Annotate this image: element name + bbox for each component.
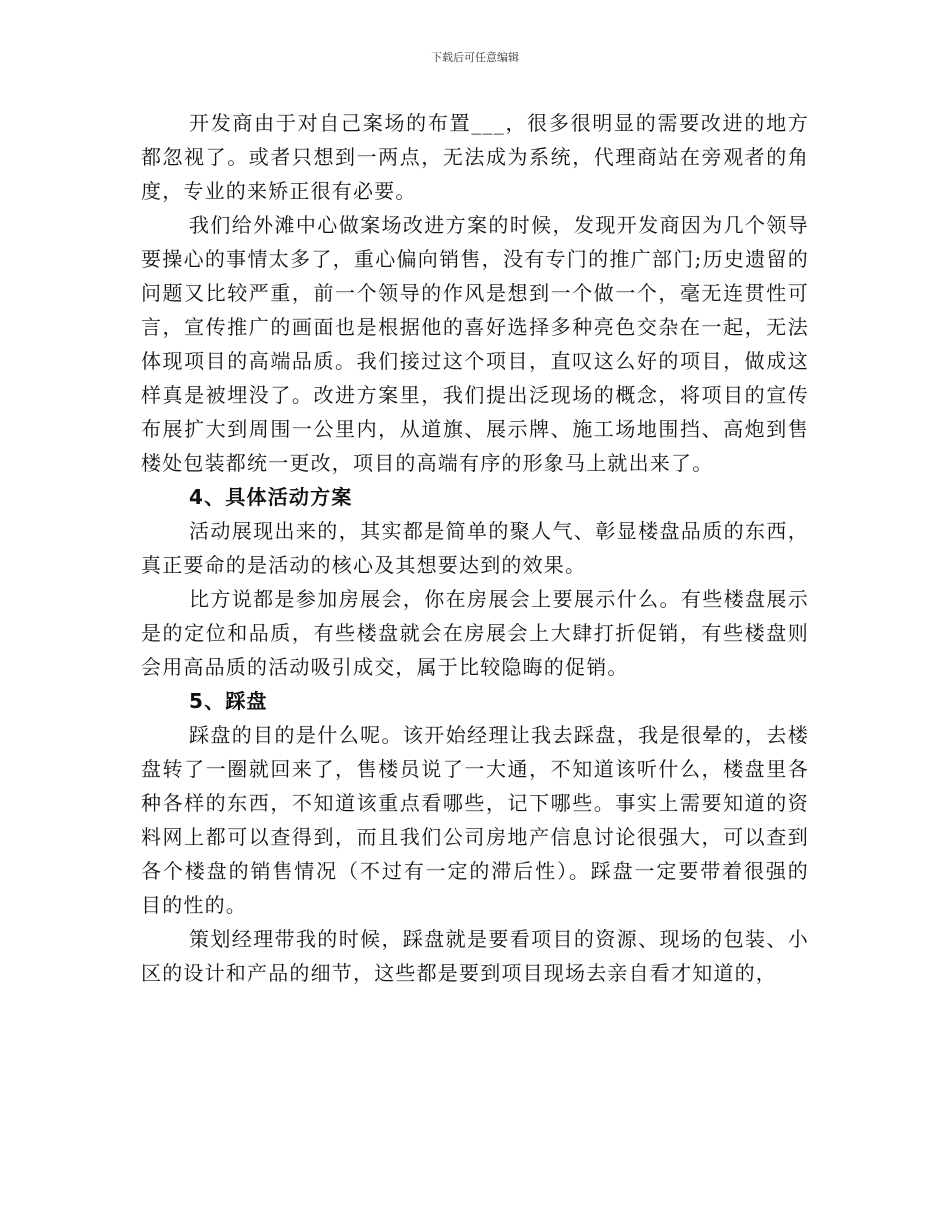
paragraph-site-visit-purpose: 踩盘的目的是什么呢。该开始经理让我去踩盘，我是很晕的，去楼盘转了一圈就回来了，售楼员说了一大通，不知道该听什么，楼盘里各种各样的东西，不知道该重点看哪些，记下哪些。事实上需要知道的资料网上都可以查得到，而且我们公司房地产信息讨论很强大，可以查到各个楼盘的销售情况（不过有一定的滞后性）。踩盘一定要带着很强的目的性的。 <box>141 723 809 917</box>
page-header: 下载后可任意编辑 <box>431 51 519 64</box>
section-heading-activity-plan: 4、具体活动方案 <box>189 485 353 509</box>
document-body <box>141 106 809 990</box>
paragraph-activity-core: 活动展现出来的，其实都是简单的聚人气、彰显楼盘品质的东西，真正要命的是活动的核心及其想要达到的效果。 <box>141 519 809 577</box>
paragraph-housing-fair: 比方说都是参加房展会，你在房展会上要展示什么。有些楼盘展示是的定位和品质，有些楼盘就会在房展会上大肆打折促销，有些楼盘则会用高品质的活动吸引成交，属于比较隐晦的促销。 <box>141 587 809 679</box>
paragraph-bund-center: 我们给外滩中心做案场改进方案的时候，发现开发商因为几个领导要操心的事情太多了，重心偏向销售，没有专门的推广部门;历史遗留的问题又比较严重，前一个领导的作风是想到一个做一个，毫无连贯性可言，宣传推广的画面也是根据他的喜好选择多种亮色交杂在一起，无法体现项目的高端品质。我们接过这个项目，直叹这么好的项目，做成这样真是被埋没了。改进方案里，我们提出泛现场的概念，将项目的宣传布展扩大到周围一公里内，从道旗、展示牌、施工场地围挡、高炮到售楼处包装都统一更改，项目的高端有序的形象马上就出来了。 <box>141 213 809 475</box>
section-heading-site-visit: 5、踩盘 <box>189 689 268 713</box>
paragraph-site-layout: 开发商由于对自己案场的布置___，很多很明显的需要改进的地方都忽视了。或者只想到一两点，无法成为系统，代理商站在旁观者的角度，专业的来矫正很有必要。 <box>141 111 809 203</box>
paragraph-site-visit-details: 策划经理带我的时候，踩盘就是要看项目的资源、现场的包装、小区的设计和产品的细节，这些都是要到项目现场去亲自看才知道的， <box>141 927 809 985</box>
